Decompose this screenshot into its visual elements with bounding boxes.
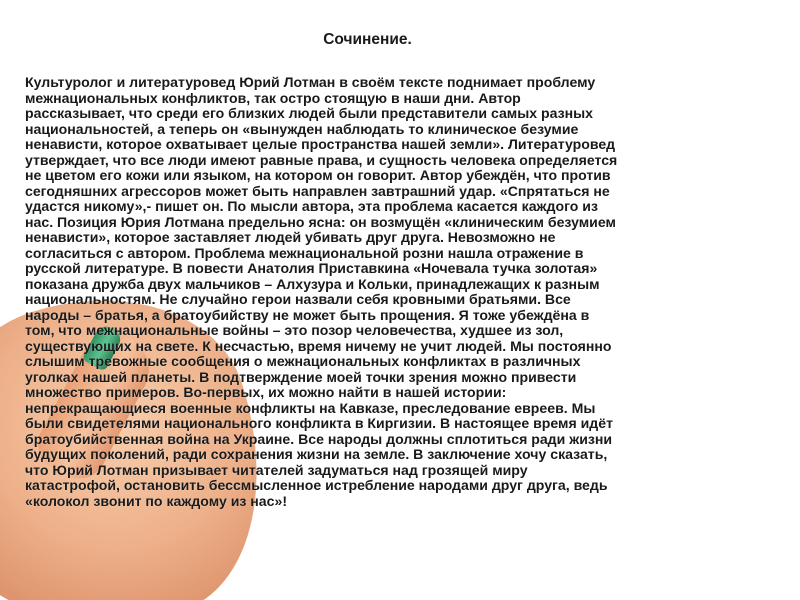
essay-line: показана дружба двух мальчиков – Алхузура и Кольки, принадлежащих к разным (25, 275, 600, 292)
essay-line: ненависти», которое заставляет людей убивать друг друга. Невозможно не (25, 229, 556, 245)
essay-line: уголках нашей планеты. В подтверждение моей точки зрения можно привести (25, 368, 577, 385)
essay-line: удастся никому»,- пишет он. По мысли автора, эта проблема касается каждого из (25, 198, 598, 214)
essay-line: были свидетелями национального конфликта в Киргизии. В настоящее время идёт (25, 415, 613, 431)
essay-line: ненависти, которое охватывает целые пространства нашей земли». Литературовед (25, 136, 616, 152)
essay-line: существующих на свете. К несчастью, время ничему не учит людей. Мы постоянно (25, 337, 612, 354)
essay-line: братоубийственная война на Украине. Все народы должны сплотиться ради жизни (25, 430, 613, 447)
essay-line: «колокол звонит по каждому из нас»! (25, 492, 288, 509)
essay-line: национальностям. Не случайно герои назвали себя кровными братьями. Все (25, 291, 571, 307)
essay-body (25, 75, 785, 509)
essay-line: катастрофой, остановить бессмысленное истребление народами друг друга, ведь (25, 477, 608, 493)
essay-line: сегодняшних агрессоров может быть направлен завтрашний удар. «Спрятаться не (25, 182, 610, 199)
essay-line: нас. Позиция Юрия Лотмана предельно ясна: он возмущён «клиническим безумием (25, 213, 616, 230)
essay-line: множество примеров. Во-первых, их можно найти в нашей истории: (25, 384, 507, 400)
essay-line: народы – братья, а братоубийству не может быть прощения. Я тоже убеждёна в (25, 306, 590, 323)
essay-line: что Юрий Лотман призывает читателей задуматься над грозящей миру (25, 461, 528, 478)
essay-line: непрекращающиеся военные конфликты на Кавказе, преследование евреев. Мы (25, 399, 596, 416)
essay-line: не цветом его кожи или языком, на котором он говорит. Автор убеждён, что против (25, 167, 611, 183)
essay-line: будущих поколений, ради сохранения жизни на земле. В заключение хочу сказать, (25, 446, 608, 462)
essay-line: национальностей, а теперь он «вынужден наблюдать то клиническое безумие (25, 120, 579, 137)
essay-line: согласиться с автором. Проблема межнациональной розни нашла отражение в (25, 244, 584, 261)
essay-line: утверждает, что все люди имеют равные права, и сущность человека определяется (25, 151, 618, 168)
essay-line: межнациональных конфликтов, так остро стоящую в наши дни. Автор (25, 89, 521, 106)
essay-line: слышим тревожные сообщения о межнациональных конфликтах в различных (25, 353, 581, 369)
essay-line: русской литературе. В повести Анатолия Приставкина «Ночевала тучка золотая» (25, 260, 598, 276)
essay-line: том, что межнациональные войны – это позор человечества, худшее из зол, (25, 322, 564, 338)
essay-line: рассказывает, что среди его близких людей были представители самых разных (25, 105, 594, 121)
essay-line: Культуролог и литературовед Юрий Лотман в своём тексте поднимает проблему (25, 74, 596, 90)
essay-title: Сочинение. (323, 31, 412, 48)
